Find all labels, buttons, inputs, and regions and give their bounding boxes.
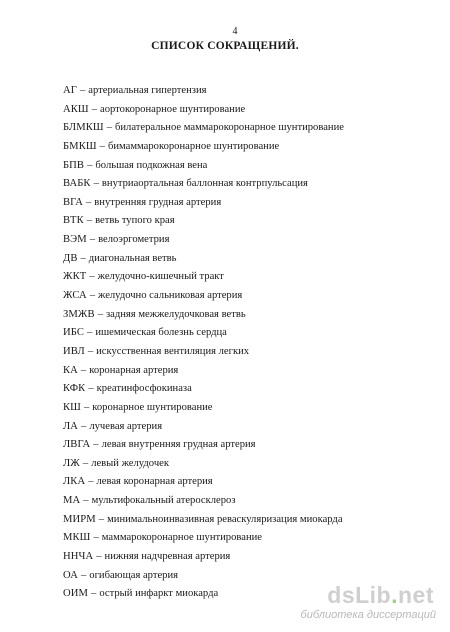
watermark-logo [327,582,434,609]
abbreviation-term: ВТК [63,215,84,227]
abbreviation-definition: ишемическая болезнь сердца [95,327,227,339]
abbreviation-definition: креатинфосфокиназа [96,383,192,395]
abbreviation-term: БЛМКШ [63,122,104,134]
abbreviation-separator: – [88,383,94,395]
abbreviation-separator: – [81,420,87,432]
abbreviation-term: ЛА [63,420,79,432]
abbreviation-separator: – [89,271,95,283]
abbreviation-term: ЗМЖВ [63,308,95,320]
abbreviation-item [63,399,393,418]
abbreviation-separator: – [99,140,105,152]
abbreviation-item [63,418,393,437]
watermark-logo-tld: net [398,582,434,608]
abbreviation-definition: задняя межжелудочковая ветвь [105,308,246,320]
abbreviation-definition: маммарокоронарное шунтирование [101,532,262,544]
abbreviation-item [63,268,393,287]
abbreviation-separator: – [91,103,98,115]
abbreviation-term: ВГА [63,196,83,208]
abbreviation-term: ОИМ [63,588,89,600]
abbreviation-item [63,436,393,455]
abbreviation-separator: – [82,457,89,469]
watermark [240,582,440,626]
abbreviation-term: МА [63,495,81,507]
abbreviation-term: КШ [63,401,81,413]
abbreviation-separator: – [86,215,93,227]
abbreviation-definition: ветвь тупого края [95,215,175,227]
abbreviation-term: АГ [63,85,77,96]
abbreviation-term: ЛЖ [63,457,80,469]
abbreviation-separator: – [93,532,99,544]
abbreviation-definition: нижняя надчревная артерия [104,551,231,563]
abbreviation-separator: – [86,196,92,208]
abbreviation-term: ЛКА [63,476,86,488]
abbreviation-definition: левый желудочек [91,457,170,469]
abbreviation-definition: большая подкожная вена [95,159,208,171]
abbreviation-item [63,455,393,474]
abbreviation-separator: – [98,513,105,525]
abbreviation-definition: внутренняя грудная артерия [94,196,222,208]
abbreviation-item [63,101,393,120]
abbreviation-separator: – [106,122,112,134]
abbreviation-definition: внутриаортальная баллонная контрпульсация [101,178,308,190]
abbreviation-definition: диагональная ветвь [88,252,177,264]
abbreviation-separator: – [80,364,87,376]
abbreviation-definition: аортокоронарное шунтирование [100,103,246,115]
abbreviation-separator: – [96,551,102,563]
abbreviation-separator: – [83,401,90,413]
abbreviation-definition: бимаммарокоронарное шунтирование [107,140,280,152]
abbreviation-item [63,231,393,250]
abbreviation-term: ЖКТ [63,271,87,283]
abbreviation-item [63,119,393,138]
abbreviation-item [63,194,393,213]
abbreviation-term: ВЭМ [63,234,87,246]
abbreviation-term: ДВ [63,252,78,264]
abbreviation-item [63,287,393,306]
abbreviation-term: БМКШ [63,140,97,152]
abbreviation-separator: – [79,85,86,96]
abbreviation-separator: – [93,178,99,190]
abbreviation-term: БПВ [63,159,85,171]
abbreviation-separator: – [93,439,99,451]
abbreviation-separator: – [83,495,89,507]
abbreviation-term: ВАБК [63,178,91,190]
abbreviation-term: КФК [63,383,86,395]
abbreviation-separator: – [88,476,94,488]
abbreviation-term: АКШ [63,103,89,115]
abbreviation-definition: минимальноинвазивная реваскуляризация миокарда [107,513,343,525]
abbreviation-item [63,250,393,269]
watermark-logo-main: dsLib [327,582,392,608]
abbreviation-separator: – [80,569,87,581]
abbreviation-definition: левая внутренняя грудная артерия [101,439,256,451]
abbreviation-item [63,511,393,530]
abbreviation-definition: лучевая артерия [89,420,163,432]
abbreviation-term: ЛВГА [63,439,91,451]
abbreviation-item [63,362,393,381]
abbreviation-item [63,380,393,399]
watermark-caption: библиотека диссертаций [300,609,436,621]
abbreviation-definition: искусственная вентиляция легких [96,345,250,357]
abbreviation-term: ИВЛ [63,345,85,357]
abbreviation-term: ОА [63,569,78,581]
abbreviation-separator: – [89,290,96,302]
abbreviation-definition: артериальная гипертензия [88,85,207,96]
abbreviation-term: ИБС [63,327,85,339]
abbreviation-item [63,138,393,157]
abbreviation-item [63,212,393,231]
abbreviation-definition: желудочно сальниковая артерия [98,290,243,302]
abbreviation-separator: – [89,234,96,246]
abbreviation-term: ЖСА [63,290,87,302]
abbreviation-term: КА [63,364,78,376]
abbreviation-list [63,82,393,604]
abbreviation-definition: мультифокальный атеросклероз [91,495,236,507]
abbreviation-separator: – [87,327,93,339]
abbreviation-term: МИРМ [63,513,96,525]
abbreviation-definition: велоэргометрия [98,234,170,246]
abbreviation-definition: огибающая артерия [89,569,179,581]
abbreviation-definition: левая коронарная артерия [96,476,213,488]
abbreviation-term: МКШ [63,532,91,544]
abbreviation-item [63,157,393,176]
abbreviation-item [63,343,393,362]
abbreviation-item [63,473,393,492]
abbreviation-item [63,324,393,343]
abbreviation-definition: билатеральное маммарокоронарное шунтирование [114,122,344,134]
page-number: 4 [232,26,238,37]
abbreviation-term: ННЧА [63,551,94,563]
abbreviation-separator: – [87,159,93,171]
abbreviation-item [63,175,393,194]
abbreviation-separator: – [80,252,86,264]
abbreviation-item [63,548,393,567]
abbreviation-separator: – [91,588,97,600]
abbreviation-item [63,529,393,548]
abbreviation-item [63,306,393,325]
abbreviation-definition: коронарное шунтирование [92,401,213,413]
abbreviation-definition: коронарная артерия [89,364,179,376]
page-title: СПИСОК СОКРАЩЕНИЙ. [151,40,299,52]
abbreviation-separator: – [87,345,94,357]
abbreviation-item [63,82,393,101]
abbreviation-definition: острый инфаркт миокарда [99,588,219,600]
abbreviation-item [63,492,393,511]
watermark-logo-dot: . [391,582,398,608]
abbreviation-definition: желудочно-кишечный тракт [97,271,224,283]
abbreviation-separator: – [97,308,103,320]
